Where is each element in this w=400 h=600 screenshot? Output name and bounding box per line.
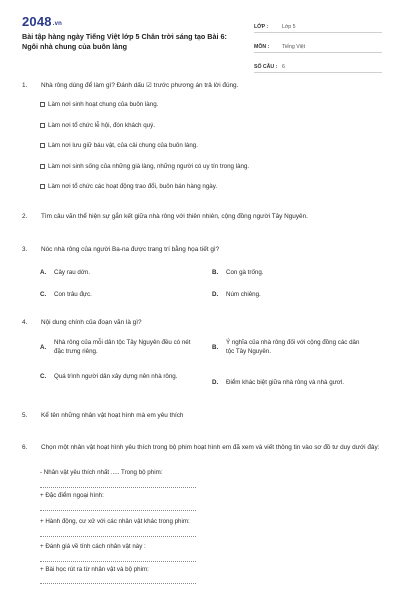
option-text: Con trâu đực. [54,291,92,298]
prompt-line: + Đặc điểm ngoại hình: [40,492,104,499]
question-5 [22,411,380,421]
question-text: Nội dung chính của đoạn văn là gì? [41,319,142,326]
option-letter: B. [212,343,219,351]
answer-option[interactable] [212,378,366,387]
option-text: Điểm khác biệt giữa nhà rông và nhà gươl. [226,379,344,386]
option-text: Quá trình người dân xây dựng nên nhà rông. [54,373,178,380]
site-logo[interactable] [22,14,62,29]
option-letter: C. [40,291,47,298]
question-6 [22,443,380,453]
checkbox-label: Làm nơi lưu giữ báu vật, của cải chung của buôn làng. [48,142,198,149]
checkbox-option[interactable] [40,101,158,108]
question-4 [22,318,380,328]
meta-value: Tiếng Việt [282,44,306,50]
question-text: Tìm câu văn thể hiện sự gắn kết giữa nhà rông với thiên nhiên, cộng đồng người Tây Nguyên. [41,213,308,220]
question-number: 5. [22,412,28,419]
option-text: Núm chiêng. [226,291,261,298]
prompt-line: - Nhân vật yêu thích nhất ..... Trong bộ phim: [40,469,163,476]
answer-line[interactable] [40,487,196,488]
option-letter: C. [40,373,47,380]
checkbox-option[interactable] [40,183,217,190]
question-number: 3. [22,246,28,253]
checkbox-label: Làm nơi sinh hoạt chung của buôn làng. [48,101,159,108]
checkbox-option[interactable] [40,163,249,170]
meta-subject-row [254,36,382,53]
option-text: Con gà trống. [226,269,264,276]
option-text: Nhà rông của mỗi dân tộc Tây Nguyên đều có nét đặc trưng riêng. [54,339,191,356]
checkbox-icon[interactable] [40,143,45,148]
answer-option[interactable] [40,268,194,277]
meta-value: 6 [282,64,285,70]
meta-value: Lớp 5 [282,24,296,30]
meta-label: MÔN : [254,44,270,50]
checkbox-icon[interactable] [40,123,45,128]
meta-info [254,16,382,76]
option-letter: B. [212,269,219,276]
logo-text: 2048 [22,14,52,29]
answer-option[interactable] [212,268,366,277]
option-letter: D. [212,379,219,386]
checkbox-icon[interactable] [40,184,45,189]
prompt-line: + Hành động, cư xử với các nhân vật khác trong phim: [40,518,190,525]
checkbox-icon[interactable] [40,102,45,107]
question-1 [22,81,380,91]
worksheet-title: Bài tập hàng ngày Tiếng Việt lớp 5 Chân trời sáng tạo Bài 6: Ngôi nhà chung của buôn làng [22,32,227,52]
question-text: Nhà rông dùng để làm gì? Đánh dấu ☑ trước phương án trả lời đúng. [41,82,239,89]
option-letter: A. [40,269,47,276]
checkbox-label: Làm nơi tổ chức lễ hội, đón khách quý. [48,122,155,129]
option-text: Ý nghĩa của nhà rông đối với cộng đồng các dân tộc Tây Nguyên. [226,339,360,356]
meta-class-row [254,16,382,33]
answer-line[interactable] [40,510,196,511]
meta-label: LỚP : [254,24,269,30]
question-number: 4. [22,319,28,326]
checkbox-option[interactable] [40,122,155,129]
checkbox-label: Làm nơi sinh sống của những già làng, những người có uy tín trong làng. [48,163,250,170]
question-number: 2. [22,213,28,220]
answer-option[interactable] [40,290,194,299]
checkbox-option[interactable] [40,142,198,149]
meta-label: SỐ CÂU : [254,64,278,70]
answer-option[interactable] [40,338,194,357]
answer-line[interactable] [40,561,196,562]
answer-line[interactable] [40,536,196,537]
question-2 [22,212,380,222]
answer-option[interactable] [212,290,366,299]
question-number: 1. [22,82,28,89]
prompt-line: + Bài học rút ra từ nhân vật và bộ phim: [40,566,149,573]
prompt-line: + Đánh giá về tính cách nhân vật này : [40,543,146,550]
question-text: Kể tên những nhân vật hoạt hình mà em yêu thích [41,412,184,419]
question-text: Chọn một nhân vật hoạt hình yêu thích trong bộ phim hoạt hình em đã xem và viết thông tin vào sơ đồ tư duy dưới đây: [41,444,380,451]
question-3 [22,245,380,255]
answer-line[interactable] [40,583,196,584]
logo-suffix: .vn [52,21,63,27]
answer-option[interactable] [40,372,194,381]
meta-count-row [254,56,382,73]
option-letter: A. [40,343,47,351]
checkbox-label: Làm nơi tổ chức các hoạt động trao đổi, buôn bán hàng ngày. [48,183,218,190]
option-text: Cây rau dớn. [54,269,91,276]
option-letter: D. [212,291,219,298]
checkbox-icon[interactable] [40,164,45,169]
question-number: 6. [22,444,28,451]
answer-option[interactable] [212,338,366,357]
question-text: Nóc nhà rông của người Ba-na được trang trí bằng họa tiết gì? [41,246,220,253]
